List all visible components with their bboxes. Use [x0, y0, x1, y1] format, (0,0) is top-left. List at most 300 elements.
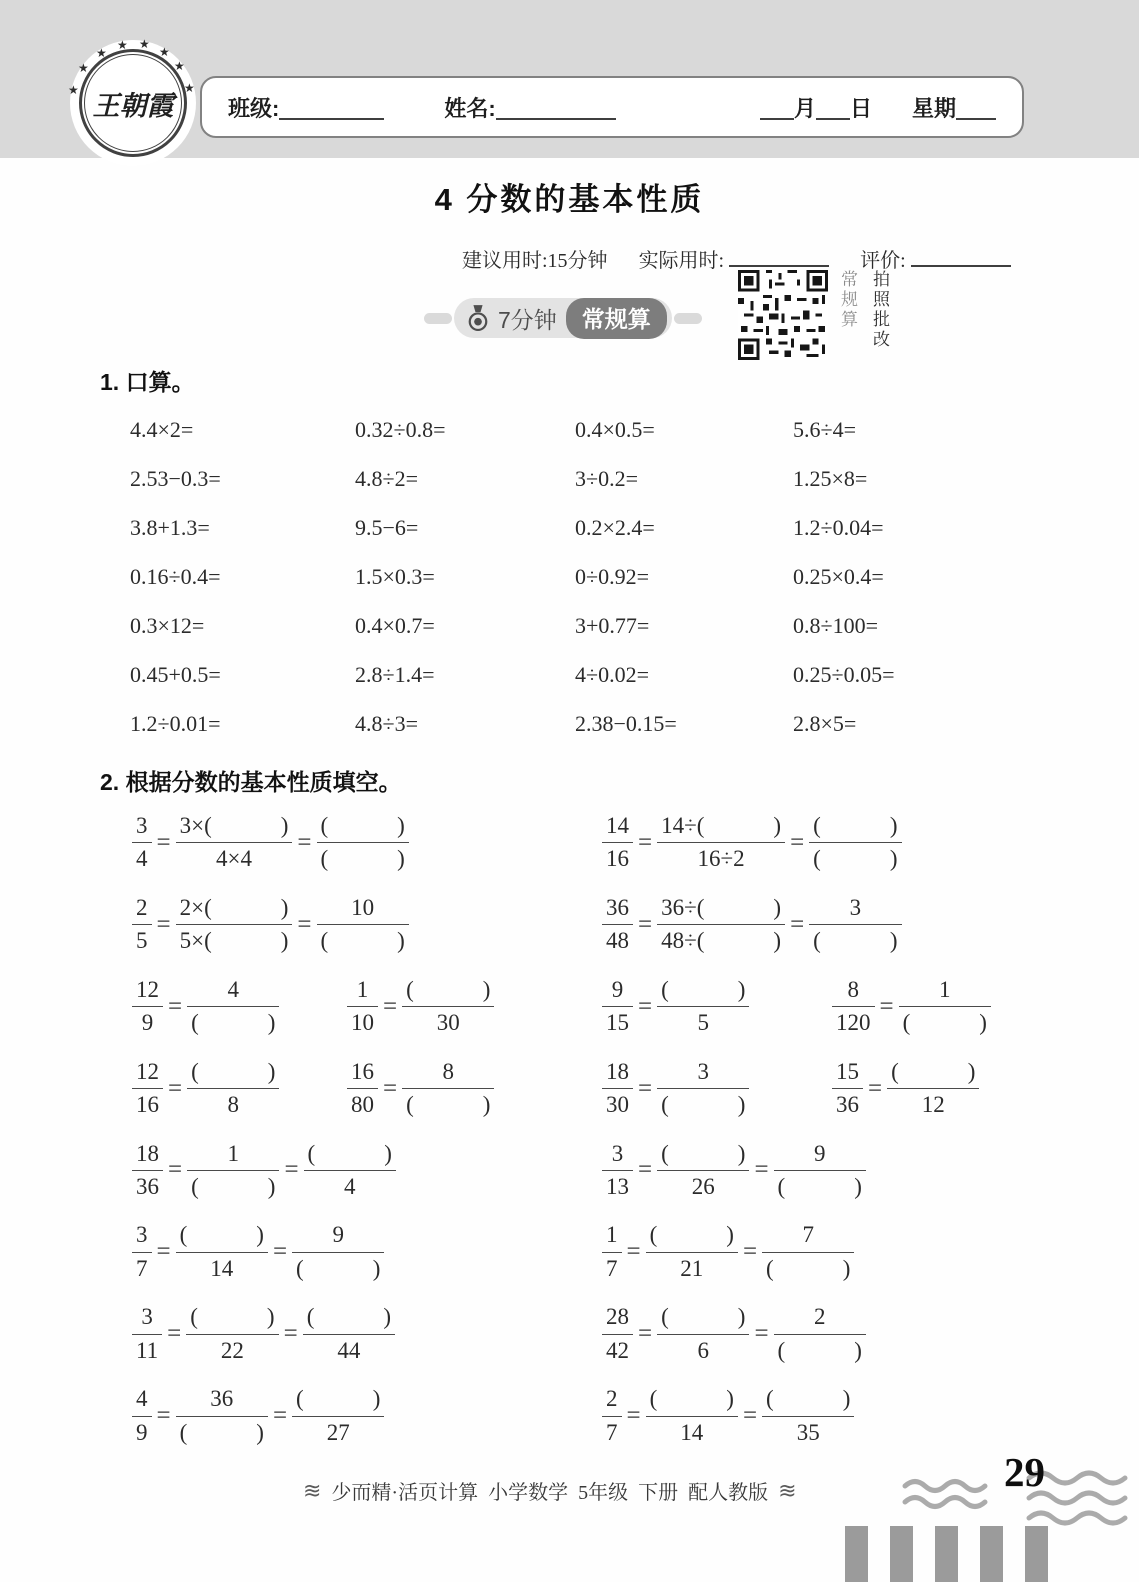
fraction [657, 813, 785, 873]
footer-text: 少而精·活页计算 小学数学 5年级 下册 配人教版 [331, 1482, 769, 1504]
numerator: ( ) [186, 1304, 278, 1334]
fraction [176, 1222, 268, 1282]
student-info-box [200, 76, 1024, 138]
logo-ring [79, 46, 187, 157]
equals-sign: = [790, 828, 805, 856]
page-number: 29 [1004, 1449, 1045, 1495]
denominator: ( ) [661, 1092, 746, 1118]
denominator: 14 [210, 1255, 234, 1281]
equals-sign: = [272, 1402, 288, 1430]
denominator: 30 [436, 1010, 460, 1036]
oral-problem: 1.25×8= [793, 466, 868, 491]
oral-problem: 0.8÷100= [793, 613, 878, 638]
fraction-problem [582, 1059, 812, 1119]
denominator: 7 [136, 1255, 148, 1281]
denominator: 16 [136, 1092, 159, 1118]
fraction [832, 1059, 863, 1119]
fraction [132, 813, 152, 873]
oral-problem: 2.8×5= [793, 711, 857, 736]
fraction [292, 1222, 384, 1282]
equals-sign: = [742, 1238, 758, 1266]
fraction [304, 1141, 396, 1201]
oral-problem: 3÷0.2= [575, 466, 638, 491]
fraction-row [112, 813, 1080, 873]
denominator: 9 [136, 1419, 148, 1445]
equals-sign: = [383, 1074, 398, 1102]
equals-sign: = [272, 1238, 288, 1266]
denominator: ( ) [902, 1010, 987, 1036]
numerator: 1 [347, 977, 378, 1007]
oral-problem-grid [130, 417, 1060, 737]
numerator: 12 [132, 977, 163, 1007]
actual-time-label: 实际用时: [638, 250, 725, 272]
equals-sign: = [383, 992, 398, 1020]
fraction [602, 1059, 633, 1119]
qr-caption-scan: 拍照批改 [870, 270, 889, 350]
fraction [186, 1304, 278, 1364]
denominator: 6 [697, 1337, 710, 1363]
denominator: ( ) [320, 928, 405, 954]
oral-problem: 5.6÷4= [793, 417, 856, 442]
denominator: 5 [136, 928, 148, 954]
fraction-problem [812, 977, 1080, 1037]
denominator: 16 [606, 846, 629, 872]
fraction-problem [582, 895, 1080, 955]
numerator: ( ) [304, 1141, 396, 1171]
denominator: 5 [697, 1010, 710, 1036]
qr-caption-type: 常规算 [838, 270, 857, 330]
fraction [602, 977, 633, 1037]
oral-problem: 9.5−6= [355, 515, 419, 540]
fraction-problem [112, 1059, 327, 1119]
denominator: ( ) [296, 1255, 381, 1281]
numerator: 4 [132, 1386, 152, 1416]
fraction-problem [112, 977, 327, 1037]
denominator: 16÷2 [697, 846, 745, 872]
equals-sign: = [156, 828, 171, 856]
denominator: 30 [606, 1092, 629, 1118]
fraction [187, 977, 279, 1037]
denominator: 4 [343, 1173, 356, 1199]
month-blank [760, 94, 794, 119]
denominator: ( ) [766, 1255, 851, 1281]
page-title: 4 分数的基本性质 [434, 182, 705, 217]
oral-problem: 0.25÷0.05= [793, 662, 895, 687]
fraction [176, 1386, 268, 1446]
fraction [317, 895, 409, 955]
fraction-problem [582, 1222, 1080, 1282]
star-icon: ★ [68, 83, 79, 97]
fraction-problem [582, 1304, 1080, 1364]
fraction [132, 1141, 163, 1201]
numerator: ( ) [187, 1059, 279, 1089]
fraction [774, 1141, 866, 1201]
numerator: 3 [809, 895, 901, 925]
equals-sign: = [626, 1402, 641, 1430]
wave-icon: ≋ [303, 1477, 322, 1503]
oral-problem: 2.8÷1.4= [355, 662, 435, 687]
denominator: ( ) [777, 1337, 862, 1363]
month-label: 月 [793, 95, 816, 121]
equals-sign: = [638, 1074, 653, 1102]
fraction-problem [327, 1059, 582, 1119]
fraction [832, 977, 875, 1037]
equals-sign: = [754, 1320, 769, 1348]
fraction [774, 1304, 866, 1364]
equals-sign: = [168, 992, 183, 1020]
numerator: ( ) [402, 977, 494, 1007]
fraction [402, 977, 494, 1037]
denominator: 27 [326, 1419, 350, 1445]
badge-connector [424, 313, 452, 324]
wave-icon: ≋ [778, 1477, 797, 1503]
fraction [303, 1304, 395, 1364]
equals-sign: = [297, 910, 312, 938]
numerator: 16 [347, 1059, 378, 1089]
fraction [646, 1222, 738, 1282]
numerator: 18 [602, 1059, 633, 1089]
binding-bar [890, 1526, 913, 1582]
fraction [657, 1141, 749, 1201]
fraction [187, 1141, 279, 1201]
denominator: 44 [337, 1337, 361, 1363]
star-icon: ★ [174, 59, 185, 73]
denominator: ( ) [191, 1010, 276, 1036]
numerator: 8 [402, 1059, 494, 1089]
fraction [762, 1222, 854, 1282]
section1-heading: 1. 口算。 [100, 369, 195, 395]
fraction-row [112, 977, 1080, 1037]
numerator: 2 [132, 895, 152, 925]
fraction-problem [582, 813, 1080, 873]
fraction [132, 895, 152, 955]
denominator: 5×( ) [179, 928, 289, 954]
fraction [132, 1386, 152, 1446]
denominator: 48 [606, 928, 629, 954]
numerator: 3 [602, 1141, 633, 1171]
numerator: 28 [602, 1304, 633, 1334]
equals-sign: = [638, 1156, 653, 1184]
suggested-time: 建议用时:15分钟 [462, 250, 608, 272]
numerator: 14 [602, 813, 633, 843]
numerator: 9 [292, 1222, 384, 1252]
numerator: 14÷( ) [657, 813, 785, 843]
denominator: 42 [606, 1337, 629, 1363]
numerator: 7 [762, 1222, 854, 1252]
denominator: 8 [227, 1092, 240, 1118]
fraction [176, 895, 293, 955]
numerator: ( ) [657, 1304, 749, 1334]
oral-problem: 0÷0.92= [575, 564, 649, 589]
numerator: 9 [774, 1141, 866, 1171]
denominator: ( ) [406, 1092, 491, 1118]
oral-problem: 3+0.77= [575, 613, 650, 638]
fraction [602, 1222, 622, 1282]
equals-sign: = [638, 1320, 653, 1348]
numerator: 3 [657, 1059, 749, 1089]
fraction-row [112, 1222, 1080, 1282]
fraction [132, 1222, 152, 1282]
badge-connector [674, 313, 702, 324]
oral-problem: 2.53−0.3= [130, 466, 221, 491]
denominator: ( ) [777, 1173, 862, 1199]
evaluation-blank [911, 244, 1011, 267]
oral-problem: 4.8÷3= [355, 711, 418, 736]
actual-time-blank [729, 244, 829, 267]
star-icon: ★ [78, 61, 89, 75]
fraction [809, 895, 901, 955]
brand-logo [68, 37, 196, 166]
numerator: ( ) [657, 977, 749, 1007]
fraction-row [112, 1059, 1080, 1119]
class-label: 班级: [228, 95, 280, 121]
denominator: 7 [606, 1419, 618, 1445]
oral-problem: 2.38−0.15= [575, 711, 677, 736]
fraction-problem [582, 1141, 1080, 1201]
qr-code [738, 270, 828, 360]
oral-calc-section [100, 364, 1060, 737]
oral-problem: 0.2×2.4= [575, 515, 655, 540]
badge-minutes: 7分钟 [498, 306, 557, 333]
fraction [602, 895, 633, 955]
denominator: ( ) [320, 846, 405, 872]
oral-problem: 0.3×12= [130, 613, 205, 638]
fraction [602, 1386, 622, 1446]
fraction [176, 813, 293, 873]
oral-problem: 4÷0.02= [575, 662, 649, 687]
denominator: 11 [136, 1337, 159, 1363]
numerator: 3×( ) [176, 813, 293, 843]
numerator: ( ) [317, 813, 409, 843]
binding-bar [1025, 1526, 1048, 1582]
fraction-problem [112, 1222, 582, 1282]
numerator: 10 [317, 895, 409, 925]
weekday-blank [956, 94, 996, 119]
name-label: 姓名: [444, 95, 496, 121]
denominator: 48÷( ) [661, 928, 782, 954]
fraction [809, 813, 901, 873]
numerator: 2×( ) [176, 895, 293, 925]
fraction-problem [582, 1386, 1080, 1446]
numerator: 4 [187, 977, 279, 1007]
oral-problem: 0.4×0.7= [355, 613, 435, 638]
fraction-problem [327, 977, 582, 1037]
binding-bar [845, 1526, 868, 1582]
denominator: 21 [680, 1255, 704, 1281]
fraction [646, 1386, 738, 1446]
denominator: 36 [836, 1092, 859, 1118]
numerator: 9 [602, 977, 633, 1007]
oral-problem: 3.8+1.3= [130, 515, 210, 540]
numerator: 12 [132, 1059, 163, 1089]
weekday-label: 星期 [911, 95, 956, 121]
denominator: 10 [351, 1010, 374, 1036]
denominator: 9 [141, 1010, 154, 1036]
section2-heading: 2. 根据分数的基本性质填空。 [100, 769, 402, 795]
star-icon: ★ [139, 37, 150, 51]
denominator: 35 [796, 1419, 820, 1445]
fraction [347, 977, 378, 1037]
equals-sign: = [638, 828, 653, 856]
equals-sign: = [297, 828, 312, 856]
fraction-problem [112, 1141, 582, 1201]
fraction-problem [582, 977, 812, 1037]
oral-problem: 1.2÷0.04= [793, 515, 884, 540]
fraction [657, 1304, 749, 1364]
equals-sign: = [638, 910, 653, 938]
denominator: 4×4 [216, 846, 252, 872]
oral-problem: 1.5×0.3= [355, 564, 435, 589]
numerator: 2 [774, 1304, 866, 1334]
numerator: ( ) [646, 1222, 738, 1252]
evaluation-label: 评价: [860, 250, 906, 272]
denominator: ( ) [813, 928, 898, 954]
fraction [347, 1059, 378, 1119]
fraction-problem [112, 1386, 582, 1446]
denominator: 36 [136, 1173, 159, 1199]
oral-problem: 0.32÷0.8= [355, 417, 446, 442]
numerator: 3 [132, 1304, 162, 1334]
denominator: 14 [680, 1419, 704, 1445]
fraction [317, 813, 409, 873]
numerator: 2 [602, 1386, 622, 1416]
fraction [402, 1059, 494, 1119]
fraction [292, 1386, 384, 1446]
numerator: 36 [176, 1386, 268, 1416]
denominator: 12 [921, 1092, 945, 1118]
numerator: ( ) [887, 1059, 979, 1089]
numerator: 3 [132, 1222, 152, 1252]
equals-sign: = [168, 1074, 183, 1102]
oral-problem: 0.25×0.4= [793, 564, 884, 589]
denominator: 80 [351, 1092, 374, 1118]
equals-sign: = [638, 992, 653, 1020]
denominator: 15 [606, 1010, 629, 1036]
oral-problem: 4.8÷2= [355, 466, 418, 491]
equals-sign: = [284, 1156, 299, 1184]
fraction [657, 1059, 749, 1119]
denominator: ( ) [191, 1173, 276, 1199]
equals-sign: = [156, 1238, 171, 1266]
numerator: ( ) [303, 1304, 395, 1334]
timer-badge [424, 298, 702, 338]
denominator: 120 [836, 1010, 871, 1036]
fraction-row [112, 1304, 1080, 1364]
equals-sign: = [168, 1156, 183, 1184]
equals-sign: = [283, 1320, 298, 1348]
fraction-problem [812, 1059, 1080, 1119]
equals-sign: = [868, 1074, 883, 1102]
binding-bar [935, 1526, 958, 1582]
star-icon: ★ [184, 81, 195, 95]
day-blank [816, 94, 850, 119]
numerator: ( ) [657, 1141, 749, 1171]
star-icon: ★ [117, 38, 128, 52]
denominator: 7 [606, 1255, 618, 1281]
fraction [899, 977, 991, 1037]
denominator: 13 [606, 1173, 629, 1199]
fraction-problem [112, 813, 582, 873]
numerator: ( ) [646, 1386, 738, 1416]
denominator: ( ) [179, 1419, 264, 1445]
fraction-row [112, 1141, 1080, 1201]
numerator: 1 [899, 977, 991, 1007]
qr-block [738, 270, 892, 360]
fraction-row [112, 895, 1080, 955]
fraction [657, 977, 749, 1037]
oral-problem: 0.45+0.5= [130, 662, 221, 687]
fraction [132, 1304, 162, 1364]
star-icon: ★ [159, 45, 170, 59]
binding-bar [980, 1526, 1003, 1582]
numerator: ( ) [292, 1386, 384, 1416]
fraction [602, 1141, 633, 1201]
equals-sign: = [156, 1402, 171, 1430]
numerator: 36÷( ) [657, 895, 785, 925]
fraction [887, 1059, 979, 1119]
fraction-problem [112, 1304, 582, 1364]
badge-type: 常规算 [566, 298, 667, 339]
fraction [132, 977, 163, 1037]
fraction [132, 1059, 163, 1119]
numerator: 3 [132, 813, 152, 843]
numerator: 1 [602, 1222, 622, 1252]
brand-name: 王朝霞 [92, 90, 174, 121]
numerator: ( ) [809, 813, 901, 843]
badge-pill [454, 298, 672, 338]
fraction-problem [112, 895, 582, 955]
fraction [187, 1059, 279, 1119]
numerator: 18 [132, 1141, 163, 1171]
fraction-problem-rows [112, 813, 1080, 1446]
numerator: 1 [187, 1141, 279, 1171]
medal-icon [467, 304, 489, 332]
numerator: 8 [832, 977, 875, 1007]
oral-problem: 0.4×0.5= [575, 417, 655, 442]
numerator: ( ) [762, 1386, 854, 1416]
class-blank [279, 94, 384, 119]
star-icon: ★ [96, 46, 107, 60]
denominator: 26 [691, 1173, 715, 1199]
fraction-row [112, 1386, 1080, 1446]
equals-sign: = [626, 1238, 641, 1266]
footer [303, 1476, 797, 1505]
day-label: 日 [849, 95, 872, 121]
equals-sign: = [879, 992, 894, 1020]
equals-sign: = [754, 1156, 769, 1184]
fraction [657, 895, 785, 955]
denominator: 4 [136, 846, 148, 872]
equals-sign: = [742, 1402, 758, 1430]
numerator: ( ) [176, 1222, 268, 1252]
fraction [762, 1386, 854, 1446]
numerator: 15 [832, 1059, 863, 1089]
equals-sign: = [790, 910, 805, 938]
equals-sign: = [167, 1320, 182, 1348]
numerator: 36 [602, 895, 633, 925]
denominator: ( ) [813, 846, 898, 872]
oral-problem: 0.16÷0.4= [130, 564, 221, 589]
fraction [602, 813, 633, 873]
oral-problem: 1.2÷0.01= [130, 711, 221, 736]
fraction-fill-section [100, 764, 1080, 1468]
oral-problem: 4.4×2= [130, 417, 194, 442]
meta-line [462, 244, 1011, 273]
denominator: 22 [220, 1337, 244, 1363]
name-blank [496, 94, 616, 119]
fraction [602, 1304, 633, 1364]
equals-sign: = [156, 910, 171, 938]
